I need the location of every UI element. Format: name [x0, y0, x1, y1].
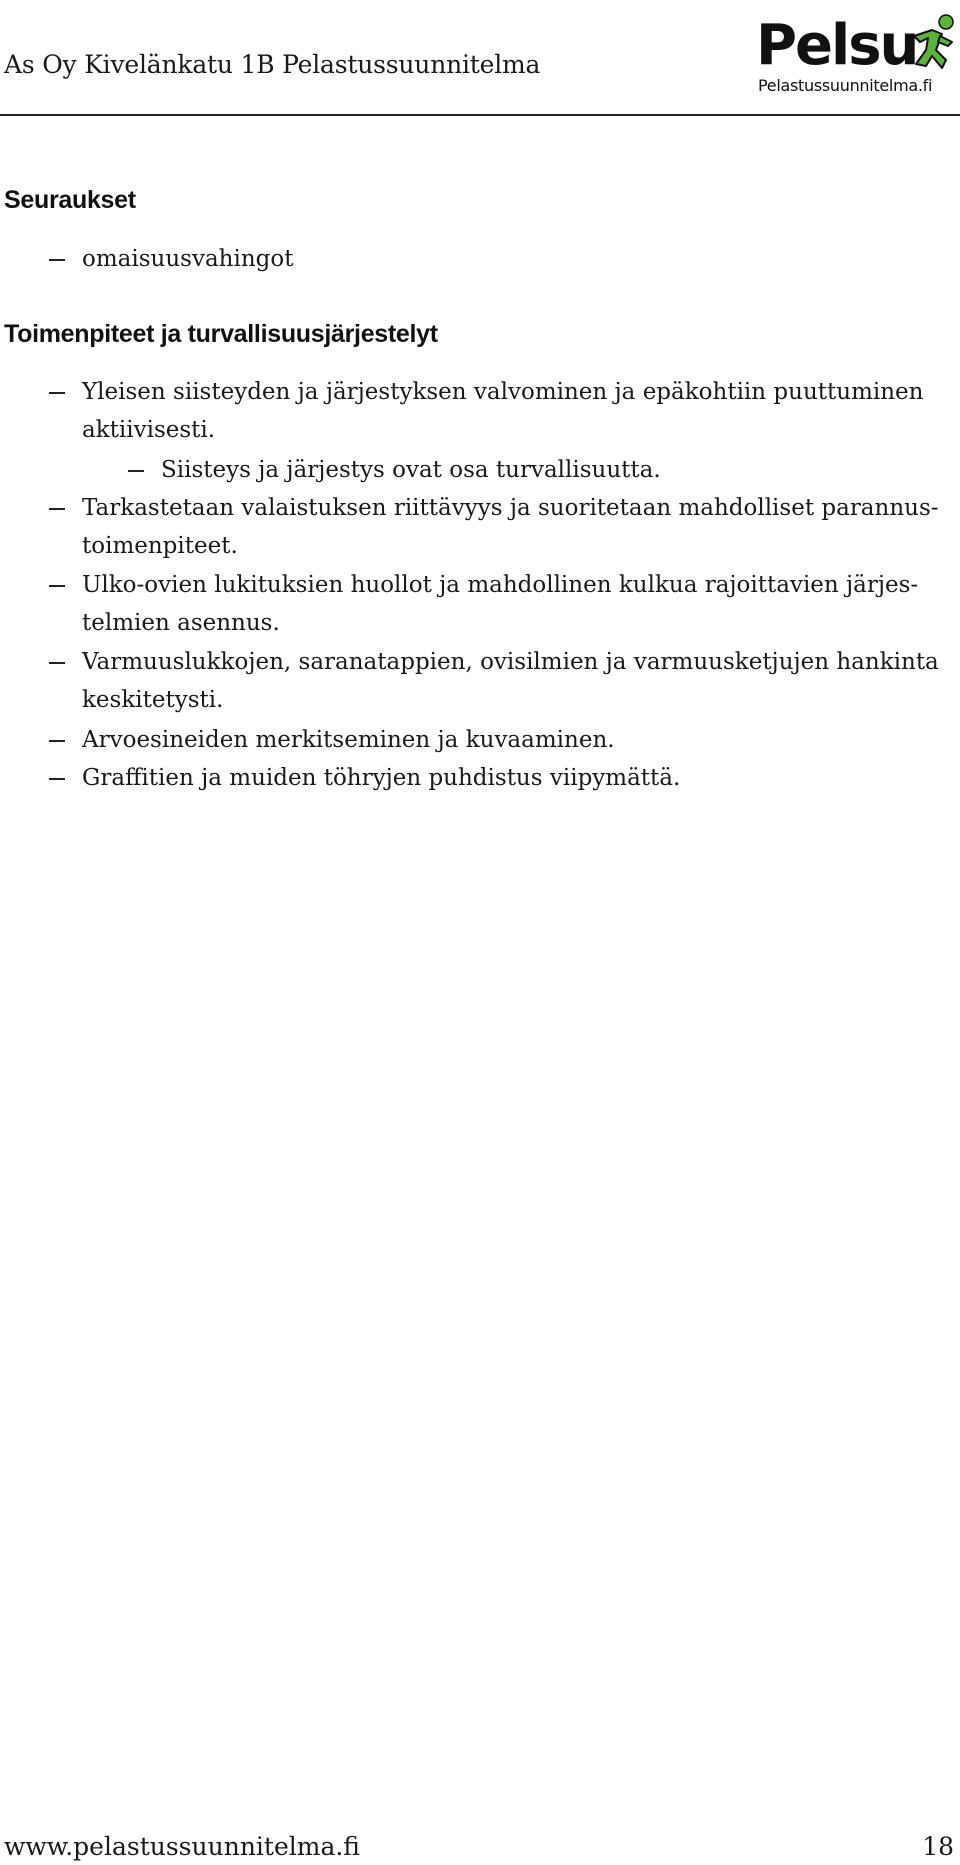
- list-item: [0, 240, 960, 278]
- dash-bullet: [49, 585, 65, 587]
- dash-bullet: [49, 662, 65, 664]
- list-item: [0, 759, 960, 797]
- list-item: [0, 373, 960, 449]
- list-item-text: Arvoesineiden merkitseminen ja kuvaaminen.: [82, 727, 615, 753]
- dash-bullet: [49, 740, 65, 742]
- list-item: [0, 643, 960, 719]
- list-item-nested: [0, 451, 960, 489]
- list-item: [0, 721, 960, 759]
- list-item-text: Tarkastetaan valaistuksen riittävyys ja suoritetaan mahdolliset parannus-: [82, 495, 939, 521]
- logo-tagline: Pelastussuunnitelma.fi: [758, 76, 933, 95]
- list-item-text: Graffitien ja muiden töhryjen puhdistus viipymättä.: [82, 765, 681, 791]
- page-number: 18: [922, 1832, 954, 1861]
- dash-bullet: [49, 259, 65, 261]
- page-header: [0, 0, 960, 116]
- list-item-text: toimenpiteet.: [82, 533, 238, 559]
- document-title: As Oy Kivelänkatu 1B Pelastussuunnitelma: [4, 50, 541, 79]
- running-man-exit-icon: [902, 14, 958, 74]
- header-divider: [0, 114, 960, 116]
- list-item-text: Siisteys ja järjestys ovat osa turvallisuutta.: [161, 457, 661, 483]
- list-item-text: telmien asennus.: [82, 610, 280, 636]
- list-item-text: Varmuuslukkojen, saranatappien, ovisilmien ja varmuusketjujen hankinta: [82, 649, 939, 675]
- footer-website-link[interactable]: www.pelastussuunnitelma.fi: [4, 1832, 360, 1861]
- list-item: [0, 489, 960, 565]
- list-item-text: aktiivisesti.: [82, 417, 216, 443]
- list-item-text: Ulko-ovien lukituksien huollot ja mahdollinen kulkua rajoittavien järjes-: [82, 572, 919, 598]
- dash-bullet: [49, 508, 65, 510]
- list-item-text: omaisuusvahingot: [82, 246, 294, 272]
- pelsu-logo[interactable]: [752, 14, 960, 102]
- list-item-text: keskitetysti.: [82, 687, 224, 713]
- list-item: [0, 566, 960, 642]
- heading-toimenpiteet: Toimenpiteet ja turvallisuusjärjestelyt: [4, 320, 438, 348]
- heading-seuraukset: Seuraukset: [4, 186, 136, 214]
- dash-bullet: [49, 392, 65, 394]
- list-item-text: Yleisen siisteyden ja järjestyksen valvominen ja epäkohtiin puuttuminen: [82, 379, 924, 405]
- dash-bullet: [128, 470, 144, 472]
- dash-bullet: [49, 778, 65, 780]
- logo-wordmark: Pelsu: [756, 13, 918, 78]
